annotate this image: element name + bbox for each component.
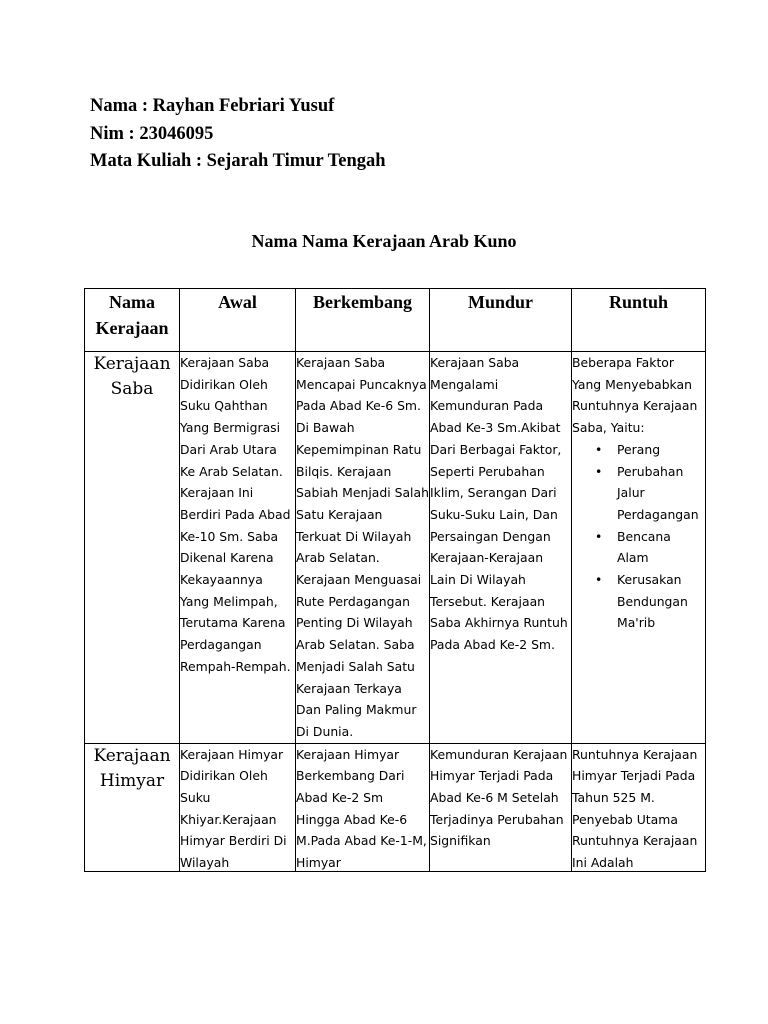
awal-cell — [180, 743, 296, 871]
factor-text: Perang — [617, 441, 661, 457]
bullet-icon: • — [595, 572, 603, 588]
berkembang-cell — [296, 743, 430, 871]
awal-text: Kerajaan Himyar Didirikan Oleh Suku Khiyar.Kerajaan Himyar Berdiri Di Wilayah — [180, 746, 287, 871]
berkembang-text: Kerajaan Himyar Berkembang Dari Abad Ke-2 Sm Hingga Abad Ke-6 M.Pada Abad Ke-1-M, Himyar — [296, 746, 427, 871]
student-info — [90, 93, 386, 176]
awal-text: Kerajaan Saba Didirikan Oleh Suku Qahthan Yang Bermigrasi Dari Arab Utara Ke Arab Selatan. Kerajaan Ini Berdiri Pada Abad Ke-10 Sm. Saba Dikenal Karena Kekayaannya Yang Melimpah, Terutama Karena Perdagangan Rempah-Rempah. — [180, 355, 291, 674]
student-nim: Nim : 23046095 — [90, 123, 214, 144]
header-runtuh: Runtuh — [572, 289, 706, 352]
runtuh-factor-list — [572, 439, 705, 634]
table-row — [85, 743, 706, 871]
factor-text: Kerusakan Bendungan Ma'rib — [617, 572, 688, 631]
bullet-icon: • — [595, 528, 603, 544]
factor-text: Bencana Alam — [617, 528, 671, 566]
header-nama-kerajaan: Nama Kerajaan — [85, 289, 180, 352]
mundur-text: Kerajaan Saba Mengalami Kemunduran Pada Abad Ke-3 Sm.Akibat Dari Berbagai Faktor, Seperti Perubahan Iklim, Serangan Dari Suku-Suku Lain, Dan Persaingan Dengan Kerajaan-Kerajaan Lain Di Wilayah Tersebut. Kerajaan Saba Akhirnya Runtuh Pada Abad Ke-2 Sm. — [430, 355, 568, 653]
table-header-row — [85, 289, 706, 352]
factor-text: Perubahan Jalur Perdagangan — [617, 463, 699, 522]
student-name: Nama : Rayhan Febriari Yusuf — [90, 96, 335, 116]
mundur-text: Kemunduran Kerajaan Himyar Terjadi Pada Abad Ke-6 M Setelah Terjadinya Perubahan Signifikan — [430, 746, 568, 849]
runtuh-cell — [572, 352, 706, 744]
header-awal: Awal — [180, 289, 296, 352]
kingdom-name: Kerajaan Himyar — [85, 743, 180, 871]
runtuh-cell — [572, 743, 706, 871]
runtuh-text: Runtuhnya Kerajaan Himyar Terjadi Pada Tahun 525 M. Penyebab Utama Runtuhnya Kerajaan Ini Adalah — [572, 746, 698, 871]
runtuh-intro: Beberapa Faktor Yang Menyebabkan Runtuhnya Kerajaan Saba, Yaitu: — [572, 355, 698, 436]
berkembang-cell — [296, 352, 430, 744]
list-item — [595, 439, 705, 461]
list-item — [595, 569, 705, 634]
mundur-cell — [430, 743, 572, 871]
berkembang-text: Kerajaan Saba Mencapai Puncaknya Pada Abad Ke-6 Sm. Di Bawah Kepemimpinan Ratu Bilqis. Kerajaan Sabiah Menjadi Salah Satu Kerajaan Terkuat Di Wilayah Arab Selatan. Kerajaan Menguasai Rute Perdagangan Penting Di Wilayah Arab Selatan. Saba Menjadi Salah Satu Kerajaan Terkaya Dan Paling Makmur Di Dunia. — [296, 355, 429, 739]
kingdoms-table — [84, 288, 706, 872]
header-berkembang: Berkembang — [296, 289, 430, 352]
awal-cell — [180, 352, 296, 744]
list-item — [595, 526, 705, 569]
list-item — [595, 461, 705, 526]
table-row — [85, 352, 706, 744]
kingdom-name: Kerajaan Saba — [85, 352, 180, 744]
bullet-icon: • — [595, 441, 603, 457]
bullet-icon: • — [595, 463, 603, 479]
mundur-cell — [430, 352, 572, 744]
header-mundur: Mundur — [430, 289, 572, 352]
document-title: Nama Nama Kerajaan Arab Kuno — [251, 231, 517, 251]
course-name: Mata Kuliah : Sejarah Timur Tengah — [90, 151, 386, 171]
